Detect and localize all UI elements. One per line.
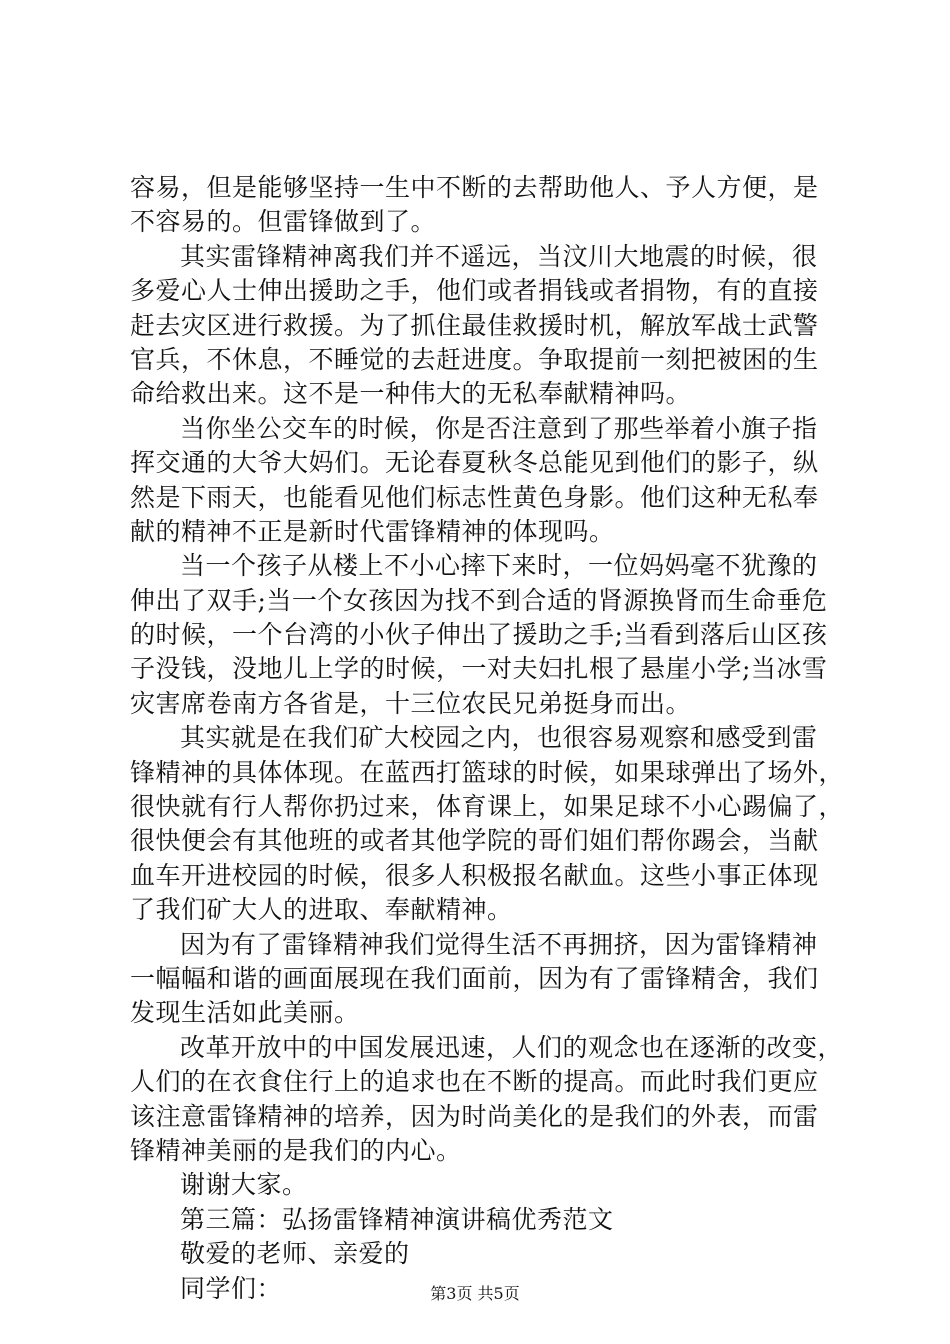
text-line: 多爱心人士伸出援助之手，他们或者捐钱或者捐物，有的直接 <box>130 276 819 306</box>
text-line: 血车开进校园的时候，很多人积极报名献血。这些小事正体现 <box>130 860 819 890</box>
text-line: 一幅幅和谐的画面展现在我们面前，因为有了雷锋精舍，我们 <box>130 963 819 993</box>
text-line: 的时候，一个台湾的小伙子伸出了援助之手;当看到落后山区孩 <box>130 620 828 650</box>
text-line: 不容易的。但雷锋做到了。 <box>130 207 437 237</box>
text-line: 容易，但是能够坚持一生中不断的去帮助他人、予人方便，是 <box>130 173 819 202</box>
closing-thanks: 谢谢大家。 <box>180 1170 308 1200</box>
text-line: 献的精神不正是新时代雷锋精神的体现吗。 <box>130 516 615 546</box>
paragraph-first-line: 因为有了雷锋精神我们觉得生活不再拥挤，因为雷锋精神 <box>180 929 818 959</box>
text-line: 了我们矿大人的进取、奉献精神。 <box>130 895 513 925</box>
text-line: 该注意雷锋精神的培养，因为时尚美化的是我们的外表，而雷 <box>130 1101 819 1131</box>
paragraph-first-line: 其实雷锋精神离我们并不遥远，当汶川大地震的时候，很 <box>180 241 818 271</box>
text-line: 挥交通的大爷大妈们。无论春夏秋冬总能见到他们的影子，纵 <box>130 448 819 478</box>
salutation-line: 同学们： <box>180 1273 283 1303</box>
page-footer: 第3页 共5页 <box>430 1284 520 1303</box>
text-line: 灾害席卷南方各省是，十三位农民兄弟挺身而出。 <box>130 688 692 718</box>
text-line: 锋精神美丽的是我们的内心。 <box>130 1135 462 1165</box>
text-line: 锋精神的具体体现。在蓝西打篮球的时候，如果球弹出了场外， <box>130 757 845 787</box>
text-line: 赶去灾区进行救援。为了抓住最佳救援时机，解放军战士武警 <box>130 310 819 340</box>
paragraph-first-line: 当你坐公交车的时候，你是否注意到了那些举着小旗子指 <box>180 413 818 443</box>
paragraph-first-line: 当一个孩子从楼上不小心摔下来时，一位妈妈毫不犹豫的 <box>180 551 818 581</box>
text-line: 发现生活如此美丽。 <box>130 998 360 1028</box>
text-line: 伸出了双手;当一个女孩因为找不到合适的肾源换肾而生命垂危 <box>130 585 828 615</box>
text-line: 子没钱，没地儿上学的时候，一对夫妇扎根了悬崖小学;当冰雪 <box>130 654 828 684</box>
text-line: 然是下雨天，也能看见他们标志性黄色身影。他们这种无私奉 <box>130 482 819 512</box>
text-line: 人们的在衣食住行上的追求也在不断的提高。而此时我们更应 <box>130 1067 819 1097</box>
text-line: 很快便会有其他班的或者其他学院的哥们姐们帮你踢会，当献 <box>130 826 819 856</box>
document-body <box>130 171 845 1306</box>
text-line: 命给救出来。这不是一种伟大的无私奉献精神吗。 <box>130 379 692 409</box>
text-line: 很快就有行人帮你扔过来，体育课上，如果足球不小心踢偏了， <box>130 792 845 822</box>
paragraph-first-line: 改革开放中的中国发展迅速，人们的观念也在逐渐的改变， <box>180 1032 844 1062</box>
section-heading: 第三篇：弘扬雷锋精神演讲稿优秀范文 <box>180 1204 614 1234</box>
salutation-line: 敬爱的老师、亲爱的 <box>180 1239 410 1269</box>
text-line: 官兵，不休息，不睡觉的去赶进度。争取提前一刻把被困的生 <box>130 344 819 374</box>
paragraph-first-line: 其实就是在我们矿大校园之内，也很容易观察和感受到雷 <box>180 723 818 753</box>
